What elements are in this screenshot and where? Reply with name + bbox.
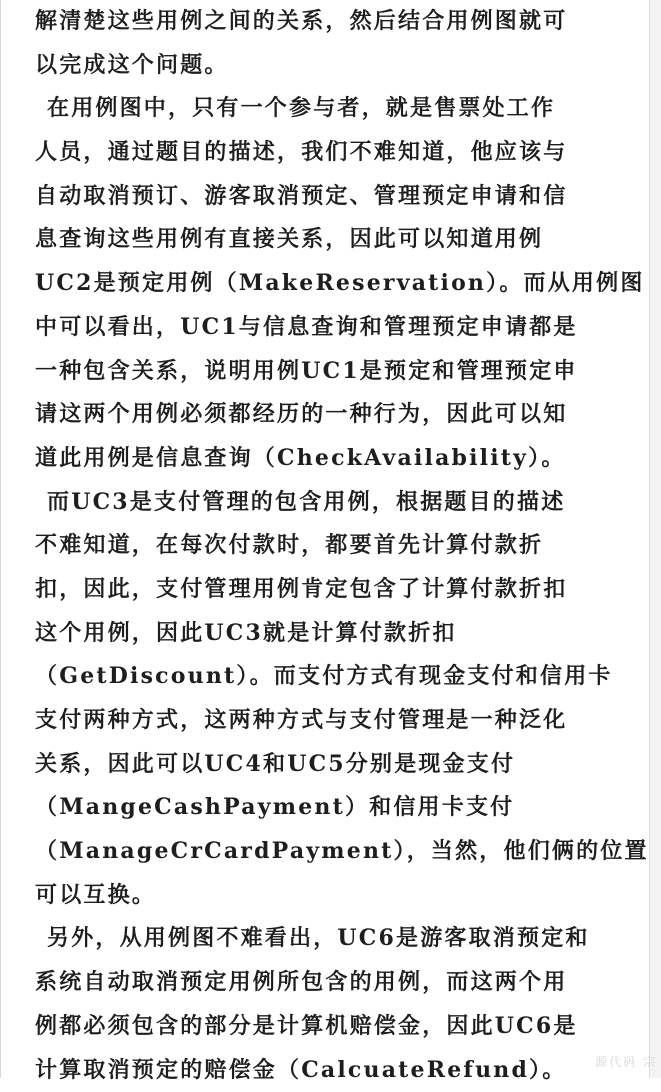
text-line: 息查询这些用例有直接关系，因此可以知道用例	[35, 218, 631, 262]
text-line: 计算取消预定的赔偿金（CalcuateRefund）。	[35, 1049, 631, 1092]
text-line: 以完成这个问题。	[35, 44, 631, 88]
text-line: 不难知道，在每次付款时，都要首先计算付款折	[35, 524, 631, 568]
text-line: 请这两个用例必须都经历的一种行为，因此可以知	[35, 393, 631, 437]
text-line: （ManageCrCardPayment），当然，他们俩的位置	[35, 830, 631, 874]
text-line: （MangeCashPayment）和信用卡支付	[35, 786, 631, 830]
paragraph-start-line: 而UC3是支付管理的包含用例，根据题目的描述	[35, 481, 631, 525]
text-line: 人员，通过题目的描述，我们不难知道，他应该与	[35, 131, 631, 175]
text-line: 系统自动取消预定用例所包含的用例，而这两个用	[35, 961, 631, 1005]
text-line: 自动取消预订、游客取消预定、管理预定申请和信	[35, 175, 631, 219]
text-line: 解清楚这些用例之间的关系，然后结合用例图就可	[35, 0, 631, 44]
document-body	[35, 0, 631, 1092]
text-line: 道此用例是信息查询（CheckAvailability）。	[35, 437, 631, 481]
text-line: UC2是预定用例（MakeReservation）。而从用例图	[35, 262, 631, 306]
text-line: 扣，因此，支付管理用例肯定包含了计算付款折扣	[35, 568, 631, 612]
watermark-text: 源代码 宗	[595, 1053, 657, 1070]
text-line: 关系，因此可以UC4和UC5分别是现金支付	[35, 743, 631, 787]
text-line: （GetDiscount）。而支付方式有现金支付和信用卡	[35, 655, 631, 699]
text-line: 中可以看出，UC1与信息查询和管理预定申请都是	[35, 306, 631, 350]
paragraph-start-line: 在用例图中，只有一个参与者，就是售票处工作	[35, 87, 631, 131]
text-line: 支付两种方式，这两种方式与支付管理是一种泛化	[35, 699, 631, 743]
text-line: 一种包含关系，说明用例UC1是预定和管理预定申	[35, 350, 631, 394]
text-line: 这个用例，因此UC3就是计算付款折扣	[35, 612, 631, 656]
paragraph-start-line: 另外，从用例图不难看出，UC6是游客取消预定和	[35, 917, 631, 961]
text-line: 例都必须包含的部分是计算机赔偿金，因此UC6是	[35, 1005, 631, 1049]
text-line: 可以互换。	[35, 874, 631, 918]
page-edge	[649, 0, 661, 1078]
